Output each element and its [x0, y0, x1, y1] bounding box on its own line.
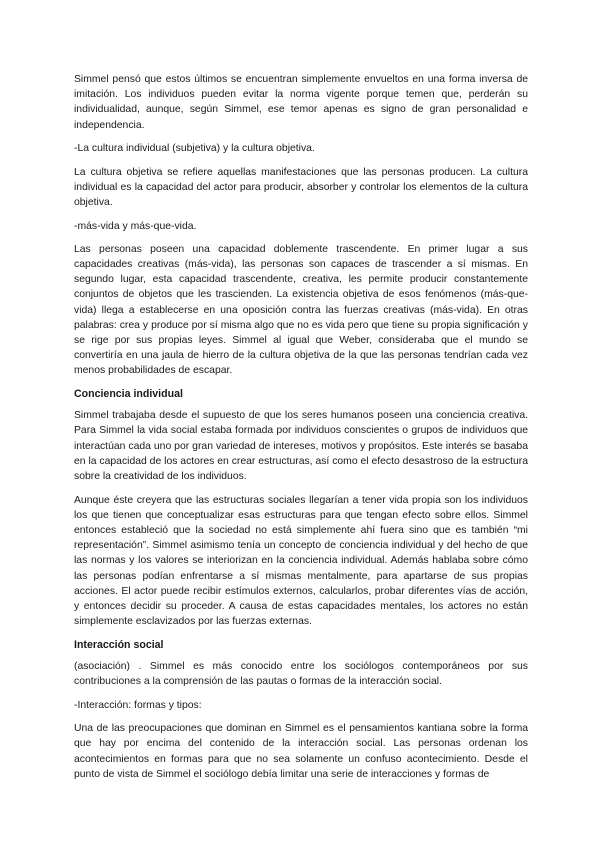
paragraph-association: (asociación) . Simmel es más conocido entre los sociólogos contemporáneos por sus contribuciones a la comprensión de las pautas o formas de la interacción social.: [74, 661, 528, 688]
subheading-more-life: -más-vida y más-que-vida.: [74, 220, 197, 232]
paragraph-forms-content: Una de las preocupaciones que dominan en Simmel es el pensamientos kantiana sobre la forma que hay por encima del contenido de la interacción social. Las personas ordenan los acontecimientos en formas para que no sea solamente un confuso acontecimiento. Desde el punto de vista de Simmel el sociólogo debía limitar una serie de interacciones y formas de: [74, 723, 528, 780]
subheading-individual-objective-culture: -La cultura individual (subjetiva) y la cultura objetiva.: [74, 143, 315, 155]
paragraph-imitation: Simmel pensó que estos últimos se encuentran simplemente envueltos en una forma inversa de imitación. Los individuos pueden evitar la norma vigente porque temen que, perderán su individualidad, aunque, según Simmel, ese temor apenas es signo de gran personalidad e independencia.: [74, 74, 528, 131]
paragraph-social-structures: Aunque éste creyera que las estructuras sociales llegarían a tener vida propia son los individuos los que tienen que conceptualizar esas estructuras para que tengan efecto sobre ellos. Simmel entonces estableció que la sociedad no está simplemente ahí fuera sino que es también “mi representación”. Simmel asimismo tenía un concepto de conciencia individual y del hecho de que las normas y los valores se interiorizan en la conciencia individual. Además hablaba sobre cómo las personas podían enfrentarse a sí mismas mentalmente, para apartarse de sus propias acciones. El actor puede recibir estímulos externos, calcularlos, probar diferentes vías de acción, y entonces decidir su proceder. A causa de estas capacidades mentales, los actores no están simplemente esclavizados por las fuerzas externas.: [74, 494, 528, 628]
paragraph-transcendence: Las personas poseen una capacidad doblemente trascendente. En primer lugar a sus capacidades creativas (más-vida), las personas son capaces de trascender a sí mismas. En segundo lugar, esta capacidad trascendente, creativa, les permite producir constantemente conjuntos de objetos que les trascienden. La existencia objetiva de esos fenómenos (más-que-vida) llega a establecerse en una oposición contra las fuerzas creativas (más-vida). En otras palabras: crea y produce por sí misma algo que no es vida pero que tiene su propia significación y se rige por sus propias leyes. Simmel al igual que Weber, consideraba que el mundo se convertiría en una jaula de hierro de la cultura objetiva de la que las personas tendrían cada vez menos probabilidades de escapar.: [74, 243, 528, 377]
paragraph-creative-consciousness: Simmel trabajaba desde el supuesto de que los seres humanos poseen una conciencia creativa. Para Simmel la vida social estaba formada por individuos conscientes o grupos de individuos que interactúan cada uno por gran variedad de intereses, motivos y propósitos. Este interés se basaba en la capacidad de los actores en crear estructuras, así como el efecto desastroso de la estructura sobre la creatividad de los individuos.: [74, 410, 528, 482]
heading-social-interaction: Interacción social: [74, 639, 164, 651]
heading-individual-consciousness: Conciencia individual: [74, 388, 183, 401]
subheading-interaction-forms: -Interacción: formas y tipos:: [74, 699, 202, 711]
paragraph-objective-culture: La cultura objetiva se refiere aquellas manifestaciones que las personas producen. La cultura individual es la capacidad del actor para producir, absorber y controlar los elementos de la cultura objetiva.: [74, 166, 528, 208]
